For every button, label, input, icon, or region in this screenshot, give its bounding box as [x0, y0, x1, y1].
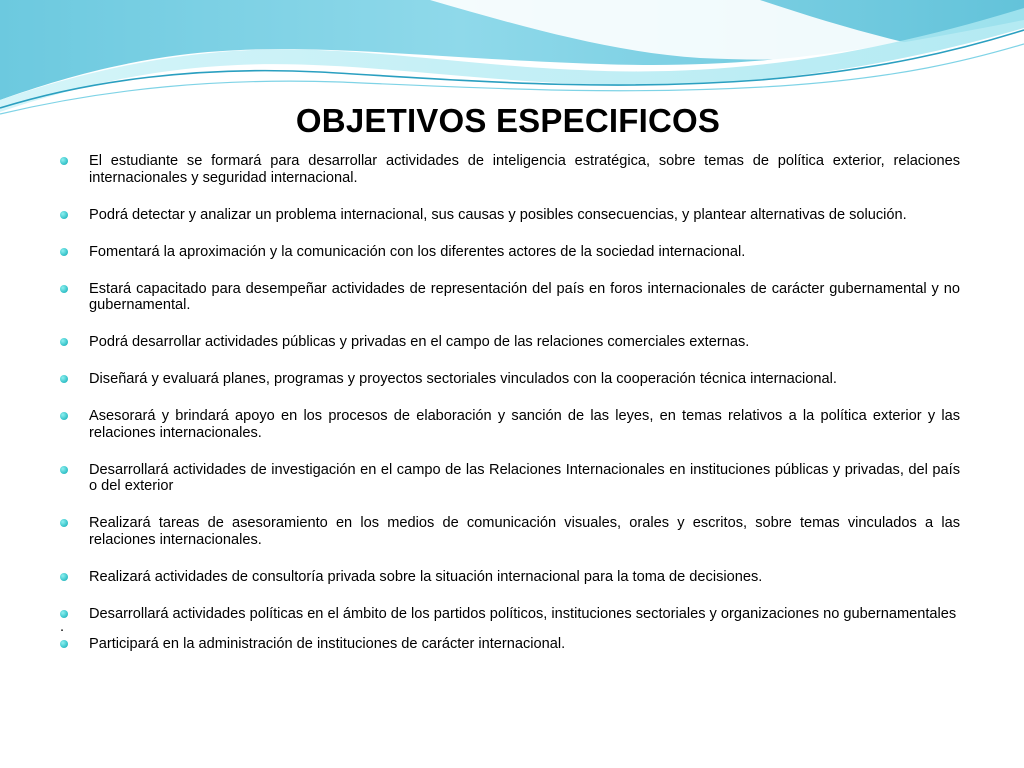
list-item — [60, 569, 960, 586]
list-item — [60, 153, 960, 186]
bullet-text: Podrá detectar y analizar un problema internacional, sus causas y posibles consecuencias, y plantear alternativas de solución. — [89, 206, 907, 223]
list-item — [60, 334, 960, 351]
list-item — [60, 207, 960, 224]
stray-period: . — [60, 619, 65, 635]
bullet-dot-icon — [60, 157, 68, 165]
bullet-dot-icon — [60, 640, 68, 648]
bullet-dot-icon — [60, 375, 68, 383]
bullet-dot-icon — [60, 338, 68, 346]
bullet-dot-icon — [60, 412, 68, 420]
bullet-dot-icon — [60, 285, 68, 293]
list-item — [60, 462, 960, 495]
objectives-list — [60, 153, 960, 673]
bullet-text: Podrá desarrollar actividades públicas y privadas en el campo de las relaciones comerciales externas. — [89, 334, 750, 350]
bullet-text: Fomentará la aproximación y la comunicación con los diferentes actores de la sociedad internacional. — [89, 243, 746, 260]
list-item — [60, 606, 960, 623]
list-item — [60, 408, 960, 441]
list-item — [60, 244, 960, 261]
bullet-dot-icon — [60, 573, 68, 581]
bullet-dot-icon — [60, 519, 68, 527]
bullet-text: Desarrollará actividades de investigación en el campo de las Relaciones Internacionales en instituciones públicas y privadas, del país o del exterior — [89, 461, 960, 494]
bullet-text: Realizará tareas de asesoramiento en los medios de comunicación visuales, orales y escritos, sobre temas vinculados a las relaciones internacionales. — [89, 515, 960, 548]
list-item — [60, 515, 960, 548]
bullet-dot-icon — [60, 248, 68, 256]
bullet-text: Participará en la administración de instituciones de carácter internacional. — [89, 636, 566, 652]
list-item — [60, 371, 960, 388]
slide-title: OBJETIVOS ESPECIFICOS — [295, 102, 721, 139]
bullet-text: Asesorará y brindará apoyo en los procesos de elaboración y sanción de las leyes, en temas relativos a la política exterior y las relaciones internacionales. — [89, 408, 960, 441]
bullet-text: Desarrollará actividades políticas en el ámbito de los partidos políticos, instituciones sectoriales y organizaciones no gubernamentales — [89, 605, 957, 622]
bullet-dot-icon — [60, 466, 68, 474]
bullet-dot-icon — [60, 610, 68, 618]
bullet-text: Estará capacitado para desempeñar actividades de representación del país en foros internacionales de carácter gubernamental y no gubernamental. — [89, 280, 960, 313]
bullet-text: Realizará actividades de consultoría privada sobre la situación internacional para la toma de decisiones. — [89, 568, 763, 585]
list-item — [60, 636, 960, 653]
bullet-text: El estudiante se formará para desarrollar actividades de inteligencia estratégica, sobre temas de política exterior, relaciones internacionales y seguridad internacional. — [89, 153, 960, 186]
list-item — [60, 281, 960, 314]
bullet-text: Diseñará y evaluará planes, programas y proyectos sectoriales vinculados con la cooperación técnica internacional. — [89, 371, 837, 387]
bullet-dot-icon — [60, 211, 68, 219]
